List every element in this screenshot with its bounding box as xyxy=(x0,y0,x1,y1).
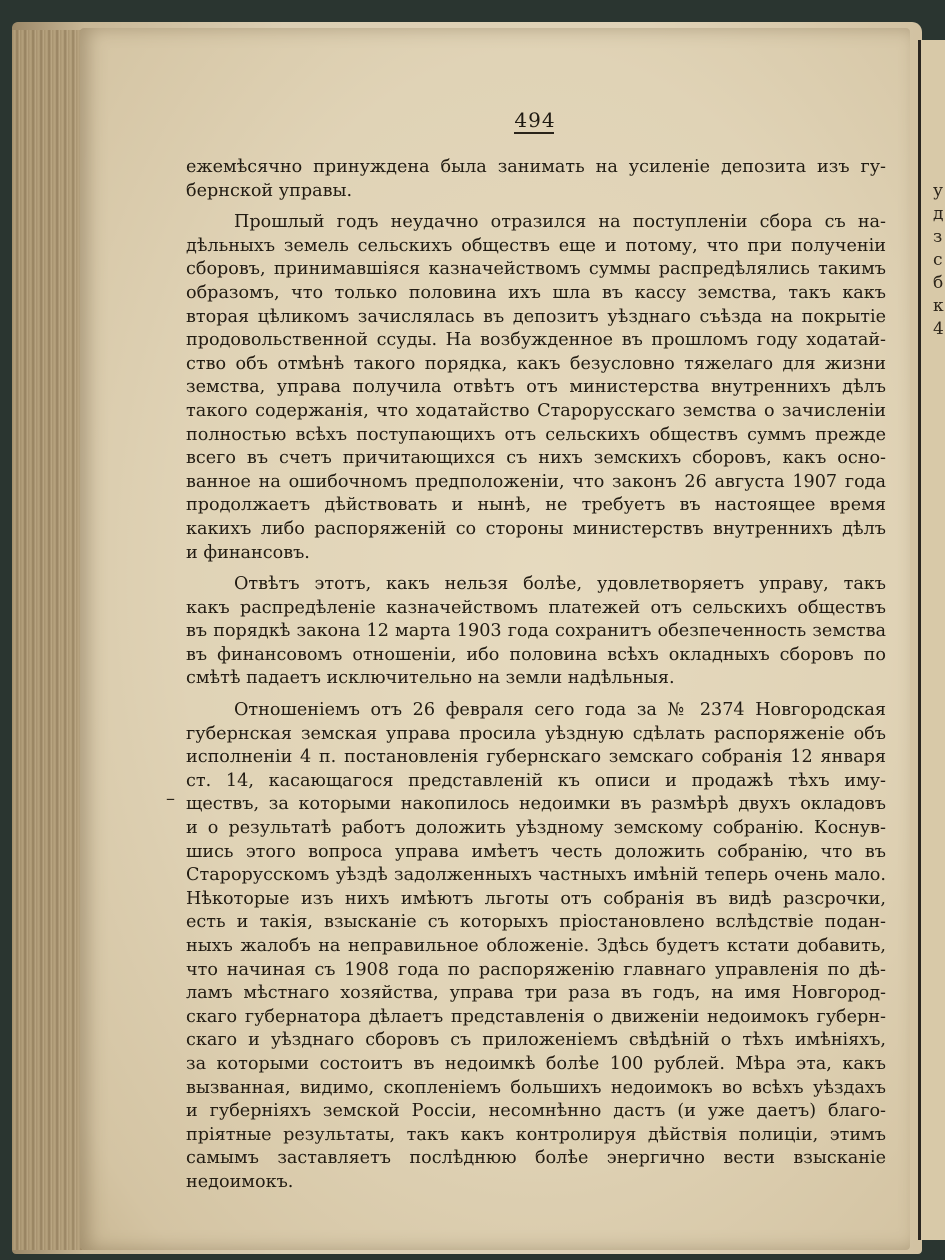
text-line: бернской управы. xyxy=(186,180,353,201)
paragraph xyxy=(186,211,886,565)
paragraph xyxy=(186,156,886,203)
text-line: смѣтѣ падаетъ исключительно на земли надѣльныя. xyxy=(186,668,675,689)
text-line: недоимокъ. xyxy=(186,1171,294,1192)
text-line: скаго и уѣзднаго сборовъ съ приложеніемъ свѣдѣній о тѣхъ имѣніяхъ, xyxy=(186,1030,886,1051)
next-page-fragment: б xyxy=(933,273,944,293)
text-line: исполненіи 4 п. постановленія губернскаго земскаго собранія 12 января xyxy=(186,747,886,768)
paragraph-gap xyxy=(186,203,886,211)
page-number: 494 xyxy=(514,108,556,132)
text-line: Отвѣтъ этотъ, какъ нельзя болѣе, удовлетворяетъ управу, такъ xyxy=(234,574,886,595)
text-line: ство объ отмѣнѣ такого порядка, какъ безусловно тяжелаго для жизни xyxy=(186,353,886,374)
text-line: Нѣкоторые изъ нихъ имѣютъ льготы отъ собранія въ видѣ разсрочки, xyxy=(186,888,886,909)
text-line: есть и такія, взысканіе съ которыхъ пріостановлено вслѣдствіе подан- xyxy=(186,912,886,933)
text-line: и финансовъ. xyxy=(186,542,310,563)
next-page-fragment: д xyxy=(933,204,944,224)
text-line: продолжаетъ дѣйствовать и нынѣ, не требуетъ въ настоящее время xyxy=(186,495,886,516)
text-line: въ порядкѣ закона 12 марта 1903 года сохранитъ обезпеченность земства xyxy=(186,621,886,642)
text-line: скаго губернатора дѣлаетъ представленія о движеніи недоимокъ губерн- xyxy=(186,1006,886,1027)
text-line: ществъ, за которыми накопилось недоимки въ размѣрѣ двухъ окладовъ xyxy=(186,794,886,815)
text-line: ванное на ошибочномъ предположеніи, что законъ 26 августа 1907 года xyxy=(186,471,886,492)
text-line: образомъ, что только половина ихъ шла въ кассу земства, такъ какъ xyxy=(186,282,886,303)
text-line: дѣльныхъ земель сельскихъ обществъ еще и потому, что при полученіи xyxy=(186,235,886,256)
text-line: и губерніяхъ земской Россіи, несомнѣнно дастъ (и уже даетъ) благо- xyxy=(186,1101,886,1122)
text-line: и о результатѣ работъ доложить уѣздному земскому собранію. Коснув- xyxy=(186,818,886,839)
text-line: какъ распредѣленіе казначействомъ платежей отъ сельскихъ обществъ xyxy=(186,597,886,618)
next-page-fragment: з xyxy=(933,227,943,247)
text-line: сборовъ, принимавшіяся казначействомъ суммы распредѣлялись такимъ xyxy=(186,259,886,280)
text-line: вызванная, видимо, скопленіемъ большихъ недоимокъ во всѣхъ уѣздахъ xyxy=(186,1077,886,1098)
text-line: за которыми состоитъ въ недоимкѣ болѣе 100 рублей. Мѣра эта, какъ xyxy=(186,1053,886,1074)
next-page-fragment: с xyxy=(933,250,943,270)
next-page-edge xyxy=(918,40,945,1240)
text-line: шись этого вопроса управа имѣетъ честь доложить собранію, что въ xyxy=(186,841,886,862)
body-text xyxy=(186,156,886,1195)
next-page-fragment: 4 xyxy=(933,319,944,339)
text-line: продовольственной ссуды. На возбужденное въ прошломъ году ходатай- xyxy=(186,330,886,351)
page-number-underline xyxy=(514,132,554,134)
next-page-fragment: к xyxy=(933,296,944,316)
paragraph-gap xyxy=(186,691,886,699)
text-line: ежемѣсячно принуждена была занимать на усиленіе депозита изъ гу- xyxy=(186,157,886,177)
text-line: ныхъ жалобъ на неправильное обложеніе. Здѣсь будетъ кстати добавить, xyxy=(186,936,886,956)
paragraph-gap xyxy=(186,565,886,573)
text-line: Старорусскомъ уѣздѣ задолженныхъ частныхъ имѣній теперь очень мало. xyxy=(186,865,886,886)
text-line: самымъ заставляетъ послѣднюю болѣе энергично вести взысканіе xyxy=(186,1148,886,1169)
text-line: ламъ мѣстнаго хозяйства, управа три раза въ годъ, на имя Новгород- xyxy=(186,983,886,1004)
text-line: земства, управа получила отвѣтъ отъ министерства внутреннихъ дѣлъ xyxy=(186,377,886,398)
text-line: Отношеніемъ отъ 26 февраля сего года за № 2374 Новгородская xyxy=(234,700,886,721)
text-line: такого содержанія, что ходатайство Старорусскаго земства о зачисленіи xyxy=(186,400,886,421)
text-line: вторая цѣликомъ зачислялась въ депозитъ уѣзднаго съѣзда на покрытіе xyxy=(186,306,886,327)
paragraph xyxy=(186,573,886,691)
margin-mark: – xyxy=(166,788,175,809)
text-line: въ финансовомъ отношеніи, ибо половина всѣхъ окладныхъ сборовъ по xyxy=(186,644,886,665)
text-line: всего въ счетъ причитающихся съ нихъ земскихъ сборовъ, какъ осно- xyxy=(186,448,886,469)
text-line: пріятные результаты, такъ какъ контролируя дѣйствія полиціи, этимъ xyxy=(186,1124,886,1145)
text-line: губернская земская управа просила уѣздную сдѣлать распоряженіе объ xyxy=(186,723,886,744)
next-page-fragment: у xyxy=(933,181,944,201)
text-line: что начиная съ 1908 года по распоряженію главнаго управленія по дѣ- xyxy=(186,959,886,980)
text-line: ст. 14, касающагося представленій къ описи и продажѣ тѣхъ иму- xyxy=(186,770,886,791)
text-line: полностью всѣхъ поступающихъ отъ сельскихъ обществъ суммъ прежде xyxy=(186,424,886,445)
paragraph xyxy=(186,699,886,1194)
text-line: Прошлый годъ неудачно отразился на поступленіи сбора съ на- xyxy=(234,212,886,233)
text-line: какихъ либо распоряженій со стороны министерствъ внутреннихъ дѣлъ xyxy=(186,518,886,539)
